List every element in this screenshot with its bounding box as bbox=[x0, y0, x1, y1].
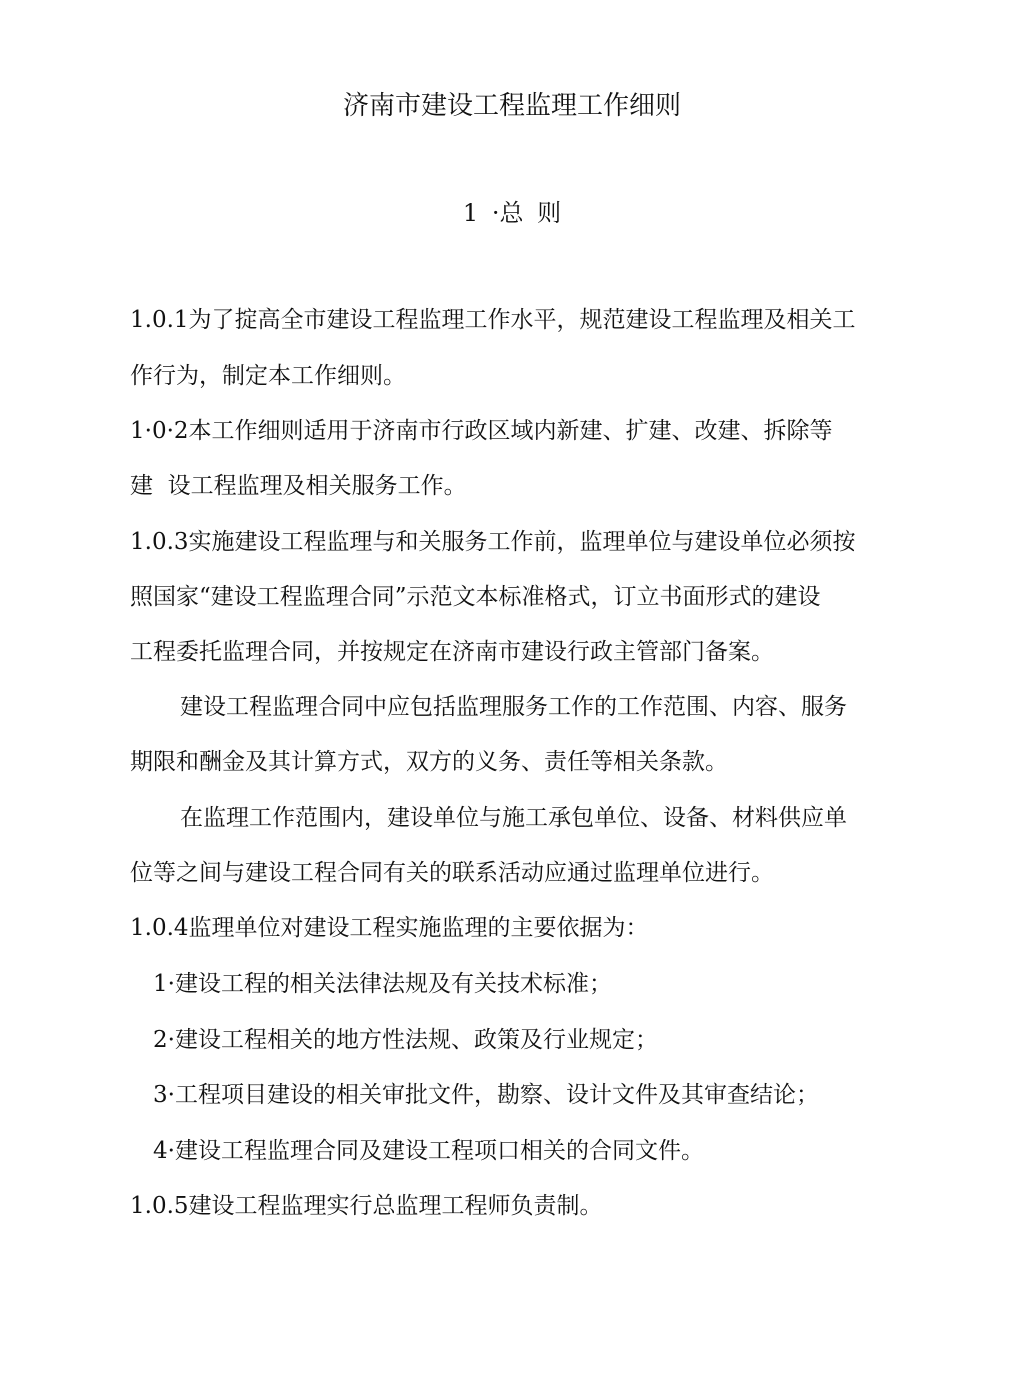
paragraph-line: 1.0.1为了掟高全市建设工程监理工作水平，规范建设工程监理及相关工 bbox=[130, 307, 856, 333]
paragraph-line: 建 设工程监理及相关服务工作。 bbox=[130, 473, 467, 499]
list-item: 2·建设工程相关的地方性法规、政策及行业规定； bbox=[153, 1027, 658, 1053]
paragraph-line: 期限和酬金及其计算方式，双方的义务、责任等相关条款。 bbox=[130, 749, 728, 775]
paragraph-line: 1.0.4监理单位对建设工程实施监理的主要依据为： bbox=[130, 915, 649, 941]
paragraph-line: 照国家“建设工程监理合同”示范文本标准格式，订立书面形式的建设 bbox=[130, 584, 821, 610]
document-title: 济南市建设工程监理工作细则 bbox=[342, 91, 681, 121]
list-item: 4·建设工程监理合同及建设工程项口相关的合同文件。 bbox=[153, 1138, 704, 1164]
paragraph-line: 建设工程监理合同中应包括监理服务工作的工作范围、内容、服务 bbox=[180, 694, 847, 720]
paragraph-line: 1.0.5建设工程监理实行总监理工程师负责制。 bbox=[130, 1193, 603, 1219]
paragraph-line: 位等之间与建设工程合同有关的联系活动应通过监理单位进行。 bbox=[130, 860, 774, 886]
paragraph-line: 1.0.3实施建设工程监理与和关服务工作前，监理单位与建设单位必须按 bbox=[130, 529, 856, 555]
paragraph-line: 工程委托监理合同，并按规定在济南市建设行政主管部门备案。 bbox=[130, 639, 774, 665]
paragraph-line: 在监理工作范围内，建设单位与施工承包单位、设备、材料供应单 bbox=[180, 805, 847, 831]
paragraph-line: 作行为，制定本工作细则。 bbox=[130, 363, 406, 389]
paragraph-line: 1·0·2本工作细则适用于济南市行政区域内新建、扩建、改建、拆除等 bbox=[130, 418, 833, 444]
list-item: 3·工程项目建设的相关审批文件，勘察、设计文件及其审查结论； bbox=[153, 1082, 819, 1108]
list-item: 1·建设工程的相关法律法规及有关技术标准； bbox=[153, 971, 612, 997]
section-heading: 1 ·总 则 bbox=[462, 199, 562, 227]
